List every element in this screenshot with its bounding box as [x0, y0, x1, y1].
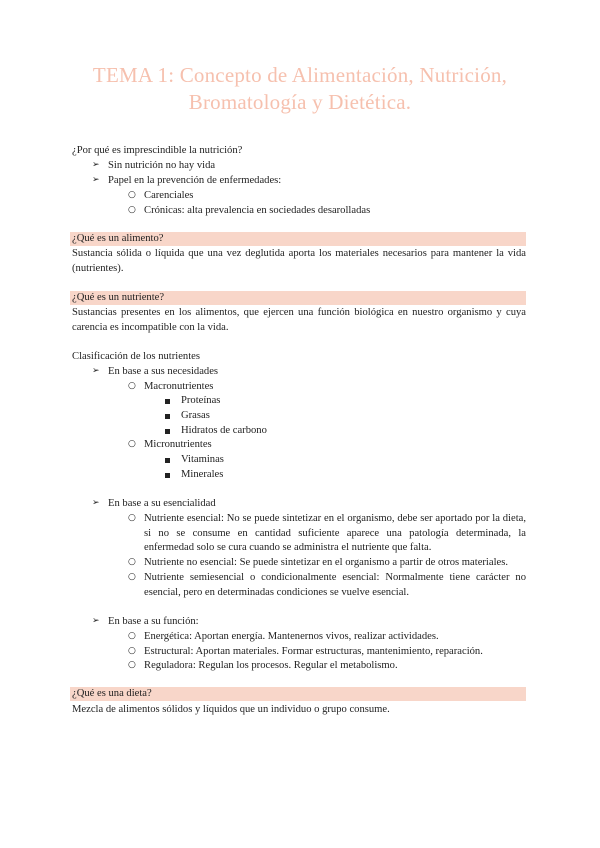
- heading-nutrient: ¿Qué es un nutriente?: [72, 292, 165, 303]
- list-item: Sin nutrición no hay vida: [108, 160, 216, 171]
- list-item: En base a su función:: [108, 616, 199, 627]
- list-item: En base a sus necesidades: [108, 366, 219, 377]
- list-subsubitem: Minerales: [181, 469, 224, 480]
- arrow-bullet-icon: ➢: [92, 498, 100, 508]
- list-subitem: Reguladora: Regulan los procesos. Regular el metabolismo.: [144, 660, 398, 671]
- list-subsubitem: Proteínas: [181, 395, 221, 406]
- circle-bullet-icon: ○: [128, 660, 136, 670]
- circle-bullet-icon: ○: [128, 205, 136, 215]
- circle-bullet-icon: ○: [128, 513, 136, 523]
- list-subitem: Estructural: Aportan materiales. Formar estructuras, mantenimiento, reparación.: [144, 646, 483, 657]
- arrow-bullet-icon: ➢: [92, 616, 100, 626]
- page-title-line-2: Bromatología y Dietética.: [188, 90, 412, 114]
- circle-bullet-icon: ○: [128, 439, 136, 449]
- list-item: Papel en la prevención de enfermedades:: [108, 175, 282, 186]
- list-subitem: Macronutrientes: [144, 381, 214, 392]
- list-subitem: Carenciales: [144, 190, 194, 201]
- circle-bullet-icon: ○: [128, 572, 136, 582]
- list-subsubitem: Hidratos de carbono: [181, 425, 267, 436]
- list-subitem: Energética: Aportan energía. Mantenernos vivos, realizar actividades.: [144, 631, 439, 642]
- circle-bullet-icon: ○: [128, 381, 136, 391]
- classification-title: Clasificación de los nutrientes: [72, 351, 200, 362]
- arrow-bullet-icon: ➢: [92, 175, 100, 185]
- circle-bullet-icon: ○: [128, 557, 136, 567]
- square-bullet-icon: [165, 429, 170, 434]
- circle-bullet-icon: ○: [128, 631, 136, 641]
- list-subsubitem: Grasas: [181, 410, 210, 421]
- question-why-nutrition: ¿Por qué es imprescindible la nutrición?: [72, 145, 243, 156]
- list-subitem: Micronutrientes: [144, 439, 212, 450]
- list-subitem: Nutriente esencial: No se puede sintetizar en el organismo, debe ser aportado por la dieta, si no se consume en cantidad suficiente aparece una patología determinada, la enfermedad solo se cura cuando se administra el nutriente que falta.: [144, 513, 526, 554]
- heading-food: ¿Qué es un alimento?: [72, 233, 164, 244]
- square-bullet-icon: [165, 458, 170, 463]
- nutrient-definition: Sustancias presentes en los alimentos, que ejercen una función biológica en nuestro organismo y cuya carencia es incompatible con la vida.: [72, 307, 526, 333]
- square-bullet-icon: [165, 399, 170, 404]
- page-title-line-1: TEMA 1: Concepto de Alimentación, Nutrición,: [92, 63, 508, 87]
- arrow-bullet-icon: ➢: [92, 160, 100, 170]
- circle-bullet-icon: ○: [128, 190, 136, 200]
- list-item: En base a su esencialidad: [108, 498, 216, 509]
- list-subitem: Crónicas: alta prevalencia en sociedades desarolladas: [144, 205, 371, 216]
- square-bullet-icon: [165, 473, 170, 478]
- diet-definition: Mezcla de alimentos sólidos y líquidos que un individuo o grupo consume.: [72, 704, 390, 715]
- square-bullet-icon: [165, 414, 170, 419]
- food-definition: Sustancia sólida o líquida que una vez deglutida aporta los materiales necesarios para mantener la vida (nutrientes).: [72, 248, 526, 274]
- list-subitem: Nutriente semiesencial o condicionalmente esencial: Normalmente tiene carácter no esencial, pero en determinadas condiciones se vuelve esencial.: [144, 572, 526, 598]
- list-subitem: Nutriente no esencial: Se puede sintetizar en el organismo a partir de otros materiales.: [144, 557, 508, 568]
- heading-diet: ¿Qué es una dieta?: [72, 688, 152, 699]
- arrow-bullet-icon: ➢: [92, 366, 100, 376]
- circle-bullet-icon: ○: [128, 646, 136, 656]
- list-subsubitem: Vitaminas: [181, 454, 224, 465]
